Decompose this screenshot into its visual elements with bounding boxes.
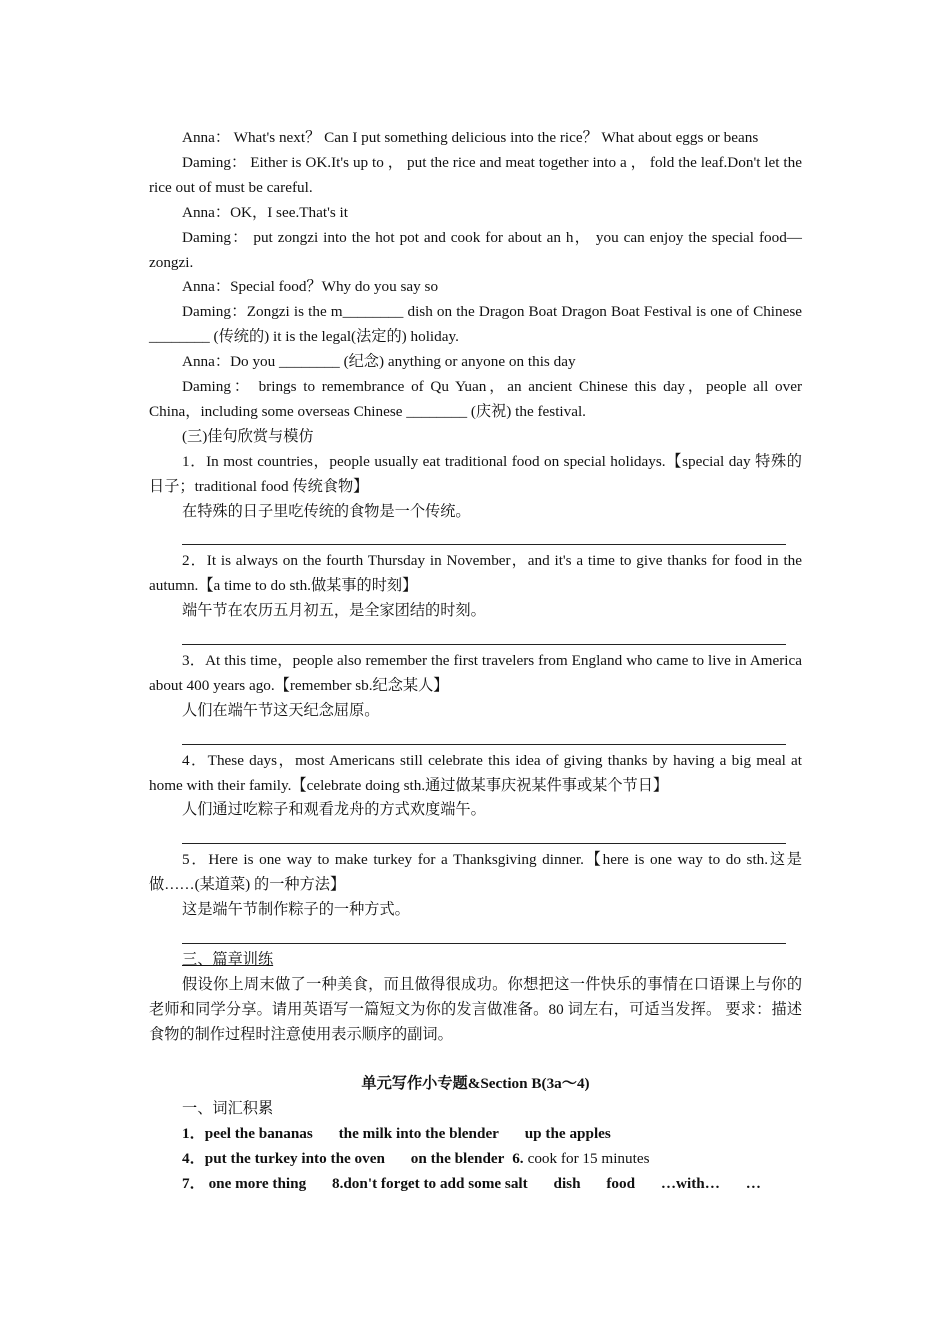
vocab-item: … xyxy=(745,1174,761,1192)
vocab-line-3 xyxy=(149,1172,802,1197)
sentence-zh: 人们在端午节这天纪念屈原。 xyxy=(182,701,380,719)
answer-line[interactable] xyxy=(182,923,786,948)
sentence-en: 2．It is always on the fourth Thursday in November，and it's a time to give thanks for food in the autumn.【a time to do sth.做某事的时刻】 xyxy=(149,552,802,595)
vocab-item: 8.don't forget to add some salt xyxy=(331,1174,528,1192)
dialogue-line-3: Anna：OK，I see.That's it xyxy=(182,203,348,221)
section-title: (三)佳句欣赏与模仿 xyxy=(182,427,314,445)
vocab-item: cook for 15 minutes xyxy=(527,1150,650,1168)
vocab-item: up the apples xyxy=(524,1125,611,1143)
sentence-zh: 这是端午节制作粽子的一种方式。 xyxy=(182,901,410,919)
vocab-item: …with… xyxy=(660,1174,720,1192)
vocab-item: 1．peel the bananas xyxy=(182,1125,313,1143)
sentence-en: 5．Here is one way to make turkey for a Thanksgiving dinner.【here is one way to do sth.这是做……(某道菜) 的一种方法】 xyxy=(149,851,802,894)
vocab-item: 4．put the turkey into the oven xyxy=(182,1150,385,1168)
dialogue-line-2: Daming： Either is OK.It's up to ， put the rice and meat together into a ， fold the leaf.Don't let the rice out of must be careful. xyxy=(149,153,802,196)
answer-line[interactable] xyxy=(182,724,786,749)
vocab-item: on the blender xyxy=(410,1150,505,1168)
dialogue-line-7: Anna：Do you ________ (纪念) anything or anyone on this day xyxy=(182,353,576,371)
dialogue-line-5: Anna：Special food？Why do you say so xyxy=(182,278,439,296)
sentence-zh: 在特殊的日子里吃传统的食物是一个传统。 xyxy=(182,502,471,520)
dialogue-line-8: Daming： brings to remembrance of Qu Yuan，an ancient Chinese this day，people all over China，including some overseas Chinese ________ (庆祝) the festival. xyxy=(149,378,802,420)
answer-line[interactable] xyxy=(182,823,786,848)
vocab-number: 6. xyxy=(512,1150,524,1168)
vocab-line-2 xyxy=(149,1147,802,1172)
answer-line[interactable] xyxy=(182,624,786,649)
dialogue-line-6: Daming：Zongzi is the m________ dish on the Dragon Boat Dragon Boat Festival is one of Chinese ________ (传统的) it is the legal(法定的) holiday. xyxy=(149,303,802,346)
vocab-title: 一、词汇积累 xyxy=(182,1100,274,1118)
sentence-en: 3．At this time，people also remember the first travelers from England who came to live in America about 400 years ago.【remember sb.纪念某人】 xyxy=(149,652,802,694)
vocab-line-1 xyxy=(149,1122,802,1147)
answer-line[interactable] xyxy=(182,525,786,550)
vocab-item: the milk into the blender xyxy=(338,1125,499,1143)
dialogue-line-1: Anna： What's next？ Can I put something delicious into the rice？ What about eggs or beans xyxy=(182,129,759,146)
part3-heading xyxy=(149,948,802,973)
dialogue-line-4: Daming： put zongzi into the hot pot and cook for about an h， you can enjoy the special food—zongzi. xyxy=(149,228,802,271)
sentence-zh: 人们通过吃粽子和观看龙舟的方式欢度端午。 xyxy=(182,801,486,819)
sentence-en: 4．These days，most Americans still celebrate this idea of giving thanks by having a big meal at home with their family.【celebrate doing sth.通过做某事庆祝某件事或某个节日】 xyxy=(149,751,802,794)
vocab-item: food xyxy=(606,1174,636,1192)
part3-text: 假设你上周末做了一种美食，而且做得很成功。你想把这一件快乐的事情在口语课上与你的老师和同学分享。请用英语写一篇短文为你的发言做准备。80 词左右，可适当发挥。 要求：描述食物的制作过程时注意使用表示顺序的副词。 xyxy=(149,975,802,1043)
part3-title: 三、篇章训练 xyxy=(182,950,274,968)
sentence-zh: 端午节在农历五月初五，是全家团结的时刻。 xyxy=(182,602,486,620)
unit-title: 单元写作小专题&Section B(3a～4) xyxy=(361,1075,590,1093)
vocab-item: dish xyxy=(553,1174,581,1192)
sentence-en: 1．In most countries，people usually eat traditional food on special holidays.【special day 特殊的日子；traditional food 传统食物】 xyxy=(149,452,802,495)
vocab-item: 7． one more thing xyxy=(182,1174,307,1192)
document-page xyxy=(149,126,802,1197)
